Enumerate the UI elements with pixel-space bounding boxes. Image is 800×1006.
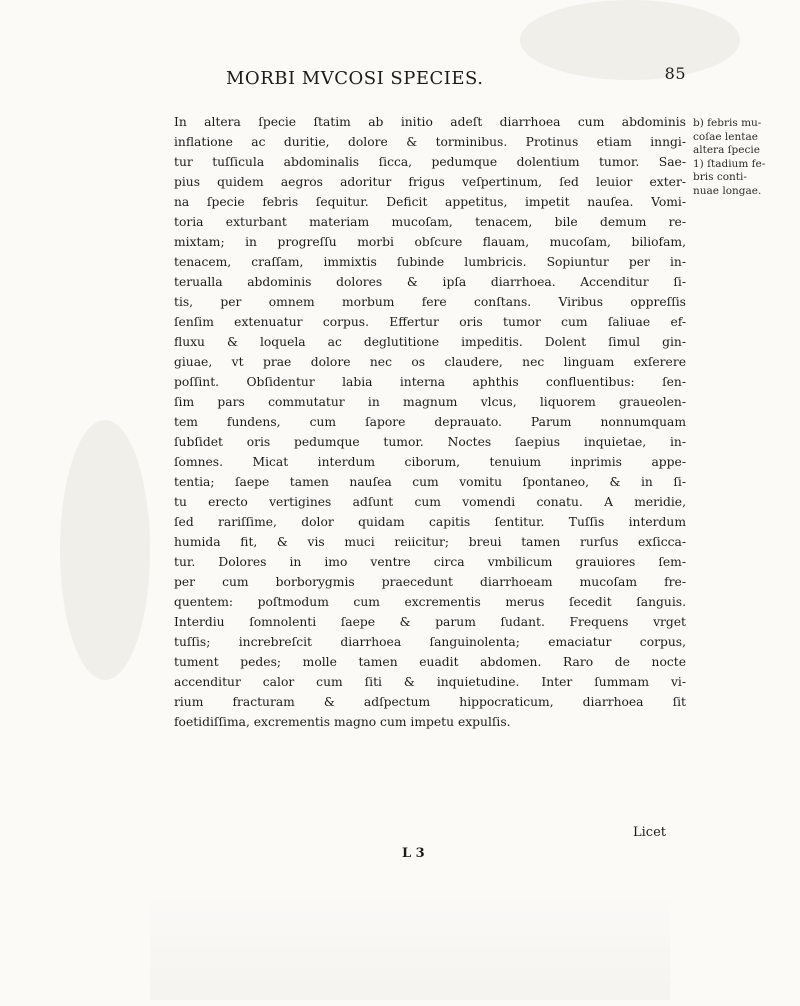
signature-mark: L 3	[402, 846, 425, 861]
margin-note-line: altera ſpecie	[693, 144, 760, 156]
text-line: tentia; ſaepe tamen nauſea cum vomitu ſpontaneo, & in ſi-	[174, 475, 686, 489]
body-text	[174, 112, 686, 732]
margin-note-line: nuae longae.	[693, 184, 762, 197]
text-line: accenditur calor cum ſiti & inquietudine. Inter ſummam vi-	[174, 675, 686, 689]
text-line: Interdiu ſomnolenti ſaepe & parum ſudant. Frequens vrget	[174, 615, 686, 629]
text-line: tem fundens, cum ſapore deprauato. Parum nonnumquam	[174, 415, 686, 429]
text-line: poſſint. Obſidentur labia interna aphthis confluentibus: ſen-	[174, 375, 686, 389]
text-line: tenacem, craſſam, immixtis ſubinde lumbricis. Sopiuntur per in-	[174, 255, 686, 269]
text-line: pius quidem aegros adoritur frigus veſpertinum, ſed leuior exter-	[174, 175, 686, 189]
text-line: mixtam; in progreſſu morbi obſcure flauam, mucoſam, biliofam,	[174, 235, 686, 249]
text-line: In altera ſpecie ſtatim ab initio adeſt diarrhoea cum abdominis	[174, 115, 686, 129]
running-title: MORBI MVCOSI SPECIES.	[226, 68, 484, 89]
paper-stain	[60, 420, 150, 680]
catchword: Licet	[633, 825, 666, 840]
text-line: giuae, vt prae dolore nec os claudere, nec linguam exſerere	[174, 355, 686, 369]
text-line: tis, per omnem morbum fere conſtans. Viribus oppreſſis	[174, 295, 686, 309]
text-line: ſomnes. Micat interdum ciborum, tenuium inprimis appe-	[174, 455, 686, 469]
text-line: per cum borborygmis praecedunt diarrhoeam mucoſam fre-	[174, 575, 686, 589]
text-line: inflatione ac duritie, dolore & torminibus. Protinus etiam inngi-	[174, 135, 686, 149]
margin-notes	[693, 117, 797, 198]
text-line: tuſſis; increbreſcit diarrhoea ſanguinolenta; emaciatur corpus,	[174, 635, 686, 649]
text-line: ſed rariſſime, dolor quidam capitis ſentitur. Tuſſis interdum	[174, 515, 686, 529]
text-line: ſenſim extenuatur corpus. Effertur oris tumor cum ſaliuae ef-	[174, 315, 686, 329]
text-line: humida fit, & vis muci reiicitur; breui tamen rurſus exſicca-	[174, 535, 686, 549]
text-line: ſim pars commutatur in magnum vlcus, liquorem graueolen-	[174, 395, 686, 409]
text-line: toria exturbant materiam mucoſam, tenacem, bile demum re-	[174, 215, 686, 229]
margin-note-line: coſae lentae	[693, 130, 758, 143]
text-line: rium fracturam & adſpectum hippocraticum, diarrhoea ſit	[174, 695, 686, 709]
text-line: fluxu & loquela ac deglutitione impeditis. Dolent ſimul gin-	[174, 335, 686, 349]
text-line: quentem: poſtmodum cum excrementis merus ſecedit ſanguis.	[174, 595, 686, 609]
margin-note-line: bris conti-	[693, 171, 747, 183]
text-line: na ſpecie febris ſequitur. Deficit appetitus, impetit nauſea. Vomi-	[174, 195, 686, 209]
margin-note-line: b) febris mu-	[693, 117, 762, 129]
text-line: foetidiſſima, excrementis magno cum impetu expulſis.	[174, 715, 511, 729]
running-head	[226, 58, 686, 94]
text-line: tur. Dolores in imo ventre circa vmbilicum grauiores ſem-	[174, 555, 686, 569]
text-line: tu erecto vertigines adſunt cum vomendi conatu. A meridie,	[174, 495, 686, 509]
text-line: terualla abdominis dolores & ipſa diarrhoea. Accenditur ſi-	[174, 275, 686, 289]
text-line: tument pedes; molle tamen euadit abdomen. Raro de nocte	[174, 655, 686, 669]
text-line: ſubſidet oris pedumque tumor. Noctes ſaepius inquietae, in-	[174, 435, 686, 449]
text-line: tur tuſſicula abdominalis ſicca, pedumque dolentium tumor. Sae-	[174, 155, 686, 169]
show-through-shadow	[150, 890, 670, 1000]
margin-note-line: 1) ſtadium fe-	[693, 157, 766, 170]
page-number: 85	[664, 64, 686, 83]
